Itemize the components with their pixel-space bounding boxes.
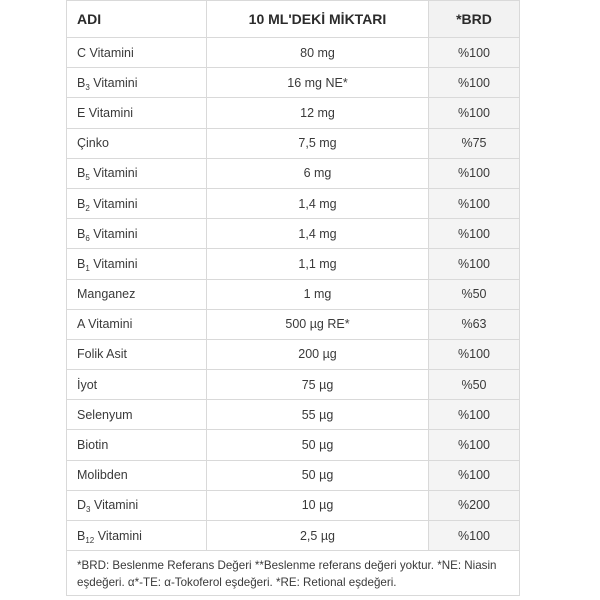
- nutrient-amount: 200 µg: [207, 339, 429, 369]
- nutrient-brd: %100: [429, 400, 520, 430]
- table-row: [67, 219, 520, 249]
- nutrient-name-prefix: D: [77, 498, 87, 513]
- table-row: [67, 309, 520, 339]
- nutrient-brd: %200: [429, 490, 520, 520]
- nutrient-brd: %50: [429, 279, 520, 309]
- table-row: [67, 370, 520, 400]
- nutrient-name: C Vitamini: [67, 38, 207, 68]
- table-row: [67, 490, 520, 520]
- nutrient-name-prefix: B: [77, 226, 86, 241]
- nutrient-name: [67, 68, 207, 98]
- nutrient-name-prefix: B: [77, 166, 86, 181]
- nutrient-name-suffix: Vitamini: [94, 528, 142, 543]
- nutrient-name-suffix: Vitamini: [89, 75, 138, 90]
- nutrient-brd: %100: [429, 249, 520, 279]
- nutrient-amount: 16 mg NE*: [207, 68, 429, 98]
- nutrient-amount: 6 mg: [207, 158, 429, 188]
- nutrient-brd: %100: [429, 98, 520, 128]
- nutrient-name: Manganez: [67, 279, 207, 309]
- table-row: [67, 521, 520, 551]
- table-row: [67, 460, 520, 490]
- nutrient-name-suffix: Vitamini: [90, 498, 139, 513]
- nutrient-name: Biotin: [67, 430, 207, 460]
- nutrient-name: E Vitamini: [67, 98, 207, 128]
- nutrient-name: [67, 521, 207, 551]
- nutrient-name-suffix: Vitamini: [89, 196, 138, 211]
- table-row: [67, 249, 520, 279]
- nutrient-brd: %100: [429, 68, 520, 98]
- nutrient-name-suffix: Vitamini: [89, 166, 138, 181]
- nutrient-brd: %100: [429, 188, 520, 218]
- nutrition-table-container: [66, 0, 519, 596]
- table-row: [67, 400, 520, 430]
- nutrient-amount: 80 mg: [207, 38, 429, 68]
- nutrient-name: Molibden: [67, 460, 207, 490]
- nutrient-brd: %100: [429, 339, 520, 369]
- nutrient-name-suffix: Vitamini: [89, 256, 138, 271]
- nutrient-amount: 500 µg RE*: [207, 309, 429, 339]
- nutrient-name: A Vitamini: [67, 309, 207, 339]
- table-row: [67, 430, 520, 460]
- nutrient-name-subscript: 12: [85, 535, 95, 545]
- nutrient-name-prefix: B: [77, 528, 86, 543]
- header-brd: *BRD: [429, 1, 520, 38]
- nutrition-table: [66, 0, 520, 551]
- nutrient-amount: 2,5 µg: [207, 521, 429, 551]
- nutrient-name: [67, 249, 207, 279]
- nutrient-brd: %100: [429, 38, 520, 68]
- nutrient-name-subscript: 3: [85, 82, 90, 92]
- nutrient-amount: 1,1 mg: [207, 249, 429, 279]
- footnote: *BRD: Beslenme Referans Değeri **Beslenme referans değeri yoktur. *NE: Niasin eşdeğeri. α*-TE: α-Tokoferol eşdeğeri. *RE: Retional eşdeğeri.: [66, 551, 520, 596]
- nutrient-amount: 50 µg: [207, 430, 429, 460]
- nutrient-name-subscript: 3: [86, 505, 91, 515]
- table-row: [67, 128, 520, 158]
- header-name: ADI: [67, 1, 207, 38]
- table-row: [67, 98, 520, 128]
- table-body: [67, 38, 520, 551]
- table-row: [67, 158, 520, 188]
- nutrient-name: Selenyum: [67, 400, 207, 430]
- table-row: [67, 68, 520, 98]
- nutrient-amount: 1,4 mg: [207, 188, 429, 218]
- table-row: [67, 339, 520, 369]
- nutrient-brd: %50: [429, 370, 520, 400]
- nutrient-amount: 1,4 mg: [207, 219, 429, 249]
- header-amount: 10 ML'DEKİ MİKTARI: [207, 1, 429, 38]
- nutrient-name-prefix: B: [77, 256, 86, 271]
- nutrient-name-prefix: B: [77, 196, 86, 211]
- nutrient-name-subscript: 2: [85, 203, 90, 213]
- nutrient-name: Folik Asit: [67, 339, 207, 369]
- nutrient-amount: 1 mg: [207, 279, 429, 309]
- nutrient-brd: %100: [429, 460, 520, 490]
- nutrient-name: [67, 219, 207, 249]
- table-row: [67, 188, 520, 218]
- nutrient-brd: %100: [429, 158, 520, 188]
- nutrient-name: [67, 490, 207, 520]
- nutrient-amount: 50 µg: [207, 460, 429, 490]
- nutrient-name-suffix: Vitamini: [89, 226, 138, 241]
- nutrient-name-subscript: 1: [85, 263, 90, 273]
- nutrient-name: Çinko: [67, 128, 207, 158]
- nutrient-brd: %100: [429, 219, 520, 249]
- nutrient-brd: %75: [429, 128, 520, 158]
- nutrient-brd: %63: [429, 309, 520, 339]
- nutrient-amount: 55 µg: [207, 400, 429, 430]
- nutrient-amount: 10 µg: [207, 490, 429, 520]
- nutrient-brd: %100: [429, 430, 520, 460]
- nutrient-brd: %100: [429, 521, 520, 551]
- table-header-row: [67, 1, 520, 38]
- nutrient-name: [67, 158, 207, 188]
- nutrient-amount: 12 mg: [207, 98, 429, 128]
- table-row: [67, 38, 520, 68]
- nutrient-name: İyot: [67, 370, 207, 400]
- nutrient-name-subscript: 5: [85, 173, 90, 183]
- nutrient-amount: 75 µg: [207, 370, 429, 400]
- nutrient-amount: 7,5 mg: [207, 128, 429, 158]
- table-row: [67, 279, 520, 309]
- nutrient-name: [67, 188, 207, 218]
- nutrient-name-subscript: 6: [85, 233, 90, 243]
- nutrient-name-prefix: B: [77, 75, 86, 90]
